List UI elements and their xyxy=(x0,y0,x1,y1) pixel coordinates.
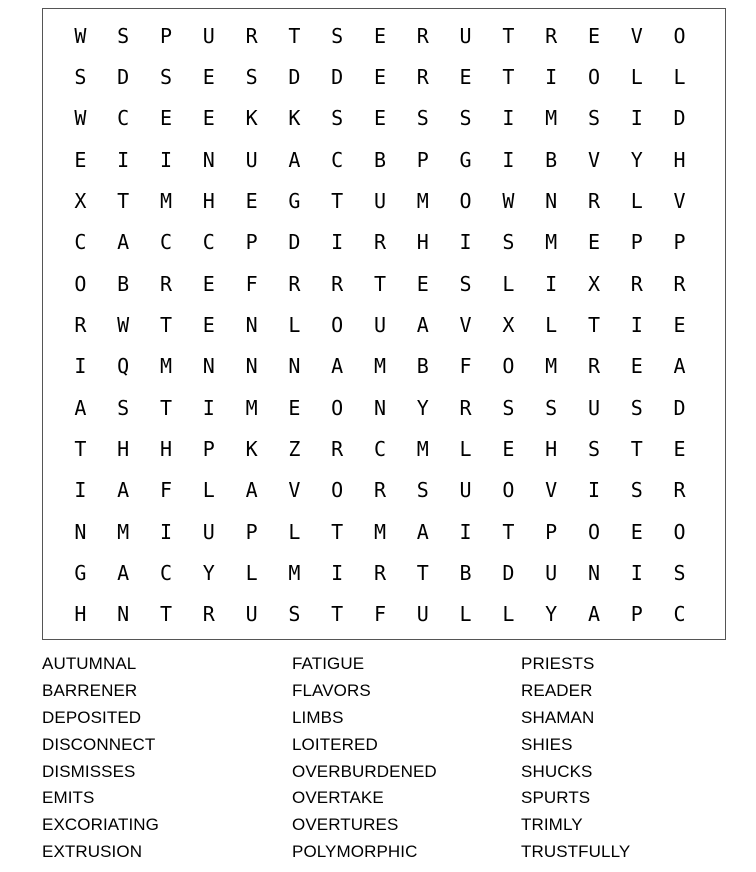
grid-cell[interactable]: I xyxy=(159,147,173,172)
grid-cell[interactable]: U xyxy=(245,602,258,627)
grid-cell[interactable]: I xyxy=(502,106,515,131)
grid-row xyxy=(43,470,725,511)
grid-cell[interactable]: P xyxy=(245,230,258,255)
grid-cell[interactable]: V xyxy=(587,147,600,172)
grid-cell[interactable]: S xyxy=(117,23,130,48)
grid-cell[interactable]: T xyxy=(630,436,643,461)
grid-cell[interactable]: T xyxy=(159,395,173,420)
grid-cell[interactable]: H xyxy=(159,436,173,461)
grid-cell[interactable]: X xyxy=(502,312,515,337)
grid-cell[interactable]: U xyxy=(416,602,429,627)
grid-cell[interactable]: B xyxy=(545,147,558,172)
grid-cell[interactable]: C xyxy=(159,560,173,585)
word-list-item[interactable]: OVERTAKE xyxy=(292,788,384,808)
grid-cell[interactable]: S xyxy=(416,478,429,503)
grid-cell[interactable]: N xyxy=(202,354,215,379)
grid-cell[interactable]: M xyxy=(416,436,429,461)
grid-cell[interactable]: M xyxy=(373,519,386,544)
grid-cell[interactable]: O xyxy=(502,478,515,503)
grid-cell[interactable]: A xyxy=(117,230,130,255)
grid-cell[interactable]: M xyxy=(373,354,386,379)
grid-cell[interactable]: H xyxy=(202,188,215,213)
grid-cell[interactable]: E xyxy=(502,436,515,461)
grid-cell[interactable]: C xyxy=(373,436,386,461)
grid-cell[interactable]: R xyxy=(202,602,215,627)
grid-cell[interactable]: R xyxy=(74,312,87,337)
grid-cell[interactable]: E xyxy=(416,271,429,296)
grid-cell[interactable]: T xyxy=(117,188,130,213)
grid-cell[interactable]: A xyxy=(288,147,301,172)
grid-cell[interactable]: R xyxy=(673,478,686,503)
puzzle-grid-border xyxy=(42,8,726,640)
grid-cell[interactable]: I xyxy=(545,271,558,296)
grid-cell[interactable]: R xyxy=(288,271,301,296)
grid-cell[interactable]: T xyxy=(159,602,173,627)
grid-cell[interactable]: D xyxy=(331,64,344,89)
grid-cell[interactable]: I xyxy=(459,519,472,544)
word-list-item[interactable]: EMITS xyxy=(42,788,95,808)
grid-row xyxy=(43,139,725,180)
grid-cell[interactable]: O xyxy=(74,271,87,296)
grid-cell[interactable]: N xyxy=(373,395,386,420)
grid-cell[interactable]: L xyxy=(288,312,301,337)
grid-cell[interactable]: R xyxy=(459,395,472,420)
grid-cell[interactable]: S xyxy=(245,64,258,89)
grid-cell[interactable]: N xyxy=(288,354,301,379)
grid-cell[interactable]: T xyxy=(502,64,515,89)
grid-cell[interactable]: B xyxy=(117,271,130,296)
word-list-item[interactable]: OVERTURES xyxy=(292,815,399,835)
grid-cell[interactable]: M xyxy=(117,519,130,544)
grid-cell[interactable]: C xyxy=(202,230,215,255)
grid-cell[interactable]: G xyxy=(74,560,87,585)
grid-cell[interactable]: E xyxy=(459,64,472,89)
grid-cell[interactable]: T xyxy=(331,519,344,544)
grid-cell[interactable]: L xyxy=(630,64,643,89)
grid-cell[interactable]: T xyxy=(502,23,515,48)
grid-cell[interactable]: Z xyxy=(288,436,301,461)
grid-cell[interactable]: W xyxy=(74,23,87,48)
grid-cell[interactable]: U xyxy=(245,147,258,172)
word-list-item[interactable]: SHAMAN xyxy=(521,707,595,727)
grid-cell[interactable]: H xyxy=(673,147,686,172)
grid-cell[interactable]: S xyxy=(159,64,173,89)
grid-cell[interactable]: M xyxy=(288,560,301,585)
grid-cell[interactable]: R xyxy=(373,560,386,585)
grid-cell[interactable]: I xyxy=(117,147,130,172)
grid-cell[interactable]: V xyxy=(630,23,643,48)
grid-cell[interactable]: C xyxy=(673,602,686,627)
grid-cell[interactable]: Y xyxy=(202,560,215,585)
grid-row xyxy=(43,56,725,97)
grid-cell[interactable]: S xyxy=(630,478,643,503)
grid-cell[interactable]: L xyxy=(502,602,515,627)
grid-cell[interactable]: T xyxy=(288,23,301,48)
grid-cell[interactable]: A xyxy=(245,478,258,503)
grid-row xyxy=(43,263,725,304)
grid-cell[interactable]: I xyxy=(74,478,87,503)
grid-cell[interactable]: S xyxy=(331,23,344,48)
word-list-item[interactable]: LIMBS xyxy=(292,707,344,727)
grid-cell[interactable]: D xyxy=(673,106,686,131)
grid-cell[interactable]: P xyxy=(673,230,686,255)
grid-cell[interactable]: A xyxy=(74,395,87,420)
grid-cell[interactable]: S xyxy=(502,230,515,255)
grid-cell[interactable]: O xyxy=(331,312,344,337)
word-list-column-2 xyxy=(292,651,521,866)
grid-cell[interactable]: O xyxy=(459,188,472,213)
grid-cell[interactable]: D xyxy=(673,395,686,420)
grid-row xyxy=(43,222,725,263)
word-list-item[interactable]: BARRENER xyxy=(42,680,138,700)
grid-cell[interactable]: A xyxy=(587,602,600,627)
grid-cell[interactable]: K xyxy=(245,436,258,461)
grid-cell[interactable]: C xyxy=(74,230,87,255)
grid-cell[interactable]: T xyxy=(331,602,344,627)
grid-cell[interactable]: F xyxy=(245,271,258,296)
grid-cell[interactable]: D xyxy=(288,230,301,255)
word-list-item[interactable]: DISMISSES xyxy=(42,761,136,781)
word-list-column-3 xyxy=(521,651,742,866)
grid-cell[interactable]: C xyxy=(331,147,344,172)
grid-row xyxy=(43,387,725,428)
grid-cell[interactable]: O xyxy=(673,519,686,544)
word-list-item[interactable]: SHIES xyxy=(521,734,573,754)
grid-cell[interactable]: M xyxy=(545,230,558,255)
grid-cell[interactable]: B xyxy=(416,354,429,379)
grid-cell[interactable]: E xyxy=(587,230,600,255)
word-list-item[interactable]: EXTRUSION xyxy=(42,842,143,862)
grid-cell[interactable]: M xyxy=(416,188,429,213)
grid-cell[interactable]: Q xyxy=(117,354,130,379)
grid-cell[interactable]: E xyxy=(288,395,301,420)
grid-cell[interactable]: R xyxy=(331,271,344,296)
word-list-item[interactable]: TRUSTFULLY xyxy=(521,842,631,862)
grid-cell[interactable]: R xyxy=(587,188,600,213)
grid-cell[interactable]: D xyxy=(502,560,515,585)
grid-cell[interactable]: P xyxy=(630,602,643,627)
grid-cell[interactable]: L xyxy=(545,312,558,337)
grid-cell[interactable]: G xyxy=(288,188,301,213)
grid-cell[interactable]: I xyxy=(159,519,173,544)
grid-cell[interactable]: R xyxy=(587,354,600,379)
grid-cell[interactable]: N xyxy=(245,312,258,337)
grid-cell[interactable]: O xyxy=(331,395,344,420)
grid-cell[interactable]: X xyxy=(74,188,87,213)
grid-cell[interactable]: E xyxy=(159,106,173,131)
grid-cell[interactable]: N xyxy=(202,147,215,172)
grid-cell[interactable]: M xyxy=(159,188,173,213)
grid-cell[interactable]: F xyxy=(373,602,386,627)
grid-cell[interactable]: P xyxy=(245,519,258,544)
grid-row xyxy=(43,552,725,593)
grid-cell[interactable]: S xyxy=(416,106,429,131)
word-list-item[interactable]: OVERBURDENED xyxy=(292,761,437,781)
grid-cell[interactable]: F xyxy=(459,354,472,379)
grid-cell[interactable]: G xyxy=(459,147,472,172)
grid-cell[interactable]: M xyxy=(245,395,258,420)
grid-cell[interactable]: E xyxy=(74,147,87,172)
word-list-item[interactable]: AUTUMNAL xyxy=(42,654,137,673)
grid-cell[interactable]: A xyxy=(416,519,429,544)
grid-cell[interactable]: E xyxy=(630,354,643,379)
grid-cell[interactable]: R xyxy=(673,271,686,296)
grid-cell[interactable]: R xyxy=(630,271,643,296)
grid-cell[interactable]: R xyxy=(545,23,558,48)
word-list-item[interactable]: DEPOSITED xyxy=(42,707,142,727)
grid-cell[interactable]: U xyxy=(459,23,472,48)
grid-cell[interactable]: R xyxy=(416,23,429,48)
grid-cell[interactable]: K xyxy=(245,106,258,131)
grid-cell[interactable]: U xyxy=(373,188,386,213)
grid-cell[interactable]: S xyxy=(587,436,600,461)
grid-cell[interactable]: B xyxy=(459,560,472,585)
grid-row xyxy=(43,98,725,139)
word-list-item[interactable]: SHUCKS xyxy=(521,761,593,781)
grid-row xyxy=(43,346,725,387)
grid-cell[interactable]: E xyxy=(202,64,215,89)
grid-cell[interactable]: L xyxy=(502,271,515,296)
grid-cell[interactable]: P xyxy=(545,519,558,544)
grid-cell[interactable]: I xyxy=(202,395,215,420)
grid-cell[interactable]: R xyxy=(159,271,173,296)
grid-cell[interactable]: I xyxy=(630,106,643,131)
grid-cell[interactable]: T xyxy=(373,271,386,296)
grid-cell[interactable]: S xyxy=(587,106,600,131)
grid-cell[interactable]: I xyxy=(587,478,600,503)
grid-cell[interactable]: R xyxy=(245,23,258,48)
grid-cell[interactable]: E xyxy=(587,23,600,48)
grid-cell[interactable]: R xyxy=(373,230,386,255)
grid-cell[interactable]: I xyxy=(630,312,643,337)
word-list-item[interactable]: LOITERED xyxy=(292,734,378,754)
grid-cell[interactable]: V xyxy=(545,478,558,503)
grid-cell[interactable]: U xyxy=(459,478,472,503)
grid-cell[interactable]: E xyxy=(673,312,686,337)
grid-cell[interactable]: E xyxy=(373,23,386,48)
grid-cell[interactable]: Y xyxy=(545,602,558,627)
grid-cell[interactable]: V xyxy=(673,188,686,213)
word-list-item[interactable]: SPURTS xyxy=(521,788,591,808)
grid-cell[interactable]: P xyxy=(159,23,173,48)
grid-cell[interactable]: B xyxy=(373,147,386,172)
grid-cell[interactable]: E xyxy=(630,519,643,544)
grid-cell[interactable]: L xyxy=(245,560,258,585)
grid-cell[interactable]: L xyxy=(459,436,472,461)
grid-cell[interactable]: T xyxy=(416,560,429,585)
grid-cell[interactable]: N xyxy=(74,519,87,544)
grid-cell[interactable]: D xyxy=(288,64,301,89)
grid-row xyxy=(43,428,725,469)
grid-cell[interactable]: X xyxy=(587,271,600,296)
grid-cell[interactable]: L xyxy=(288,519,301,544)
grid-cell[interactable]: M xyxy=(159,354,173,379)
grid-cell[interactable]: E xyxy=(202,271,215,296)
word-list-item[interactable]: READER xyxy=(521,680,593,700)
grid-cell[interactable]: P xyxy=(416,147,429,172)
grid-cell[interactable]: E xyxy=(373,64,386,89)
grid-cell[interactable]: S xyxy=(673,560,686,585)
word-list-item[interactable]: EXCORIATING xyxy=(42,815,159,835)
grid-cell[interactable]: H xyxy=(416,230,429,255)
grid-cell[interactable]: I xyxy=(459,230,472,255)
grid-cell[interactable]: O xyxy=(673,23,686,48)
grid-row xyxy=(43,15,725,56)
grid-cell[interactable]: O xyxy=(587,64,600,89)
grid-cell[interactable]: O xyxy=(331,478,344,503)
grid-cell[interactable]: K xyxy=(288,106,301,131)
grid-cell[interactable]: S xyxy=(502,395,515,420)
grid-cell[interactable]: H xyxy=(117,436,130,461)
grid-cell[interactable]: D xyxy=(117,64,130,89)
word-list-column-1 xyxy=(42,651,292,866)
grid-cell[interactable]: I xyxy=(331,560,344,585)
grid-cell[interactable]: P xyxy=(202,436,215,461)
word-list xyxy=(42,651,742,866)
grid-cell[interactable]: U xyxy=(202,23,215,48)
grid-cell[interactable]: W xyxy=(117,312,130,337)
grid-cell[interactable]: Y xyxy=(630,147,643,172)
word-list-item[interactable]: PRIESTS xyxy=(521,654,595,673)
grid-cell[interactable]: H xyxy=(74,602,87,627)
grid-cell[interactable]: N xyxy=(245,354,258,379)
grid-cell[interactable]: Y xyxy=(416,395,429,420)
grid-cell[interactable]: R xyxy=(331,436,344,461)
grid-cell[interactable]: A xyxy=(117,560,130,585)
grid-cell[interactable]: W xyxy=(502,188,515,213)
grid-cell[interactable]: M xyxy=(545,354,558,379)
grid-cell[interactable]: E xyxy=(373,106,386,131)
grid-cell[interactable]: M xyxy=(545,106,558,131)
word-list-item[interactable]: TRIMLY xyxy=(521,815,583,835)
grid-cell[interactable]: I xyxy=(630,560,643,585)
word-list-item[interactable]: DISCONNECT xyxy=(42,734,156,754)
grid-cell[interactable]: V xyxy=(288,478,301,503)
grid-cell[interactable]: T xyxy=(159,312,173,337)
grid-cell[interactable]: N xyxy=(545,188,558,213)
grid-cell[interactable]: S xyxy=(288,602,301,627)
grid-cell[interactable]: L xyxy=(673,64,686,89)
grid-cell[interactable]: H xyxy=(545,436,558,461)
grid-cell[interactable]: A xyxy=(416,312,429,337)
grid-cell[interactable]: E xyxy=(202,106,215,131)
grid-cell[interactable]: U xyxy=(373,312,386,337)
grid-cell[interactable]: T xyxy=(502,519,515,544)
grid-row xyxy=(43,304,725,345)
grid-cell[interactable]: T xyxy=(74,436,87,461)
grid-cell[interactable]: S xyxy=(630,395,643,420)
grid-cell[interactable]: A xyxy=(117,478,130,503)
grid-cell[interactable]: I xyxy=(545,64,558,89)
grid-cell[interactable]: E xyxy=(245,188,258,213)
grid-cell[interactable]: T xyxy=(331,188,344,213)
grid-cell[interactable]: E xyxy=(673,436,686,461)
grid-cell[interactable]: I xyxy=(331,230,344,255)
grid-cell[interactable]: L xyxy=(630,188,643,213)
grid-row xyxy=(43,511,725,552)
grid-cell[interactable]: P xyxy=(630,230,643,255)
grid-cell[interactable]: O xyxy=(502,354,515,379)
grid-cell[interactable]: S xyxy=(74,64,87,89)
grid-cell[interactable]: U xyxy=(587,395,600,420)
grid-cell[interactable]: C xyxy=(117,106,130,131)
grid-cell[interactable]: I xyxy=(74,354,87,379)
word-list-item[interactable]: FATIGUE xyxy=(292,654,365,673)
grid-cell[interactable]: R xyxy=(373,478,386,503)
grid-cell[interactable]: L xyxy=(459,602,472,627)
grid-cell[interactable]: C xyxy=(159,230,173,255)
grid-cell[interactable]: F xyxy=(159,478,173,503)
grid-cell[interactable]: A xyxy=(673,354,686,379)
grid-cell[interactable]: E xyxy=(202,312,215,337)
word-list-item[interactable]: FLAVORS xyxy=(292,680,371,700)
grid-cell[interactable]: U xyxy=(202,519,215,544)
grid-cell[interactable]: T xyxy=(587,312,600,337)
grid-cell[interactable]: A xyxy=(331,354,344,379)
grid-cell[interactable]: S xyxy=(117,395,130,420)
grid-cell[interactable]: S xyxy=(331,106,344,131)
grid-row xyxy=(43,594,725,635)
grid-cell[interactable]: S xyxy=(459,106,472,131)
grid-cell[interactable]: O xyxy=(587,519,600,544)
grid-cell[interactable]: V xyxy=(459,312,472,337)
grid-cell[interactable]: W xyxy=(74,106,87,131)
grid-cell[interactable]: I xyxy=(502,147,515,172)
grid-cell[interactable]: S xyxy=(545,395,558,420)
grid-cell[interactable]: R xyxy=(416,64,429,89)
grid-cell[interactable]: U xyxy=(545,560,558,585)
grid-cell[interactable]: N xyxy=(587,560,600,585)
grid-cell[interactable]: S xyxy=(459,271,472,296)
grid-row xyxy=(43,180,725,221)
puzzle-letter-grid[interactable] xyxy=(43,9,725,639)
grid-cell[interactable]: L xyxy=(202,478,215,503)
word-list-item[interactable]: POLYMORPHIC xyxy=(292,842,418,862)
grid-cell[interactable]: N xyxy=(117,602,130,627)
